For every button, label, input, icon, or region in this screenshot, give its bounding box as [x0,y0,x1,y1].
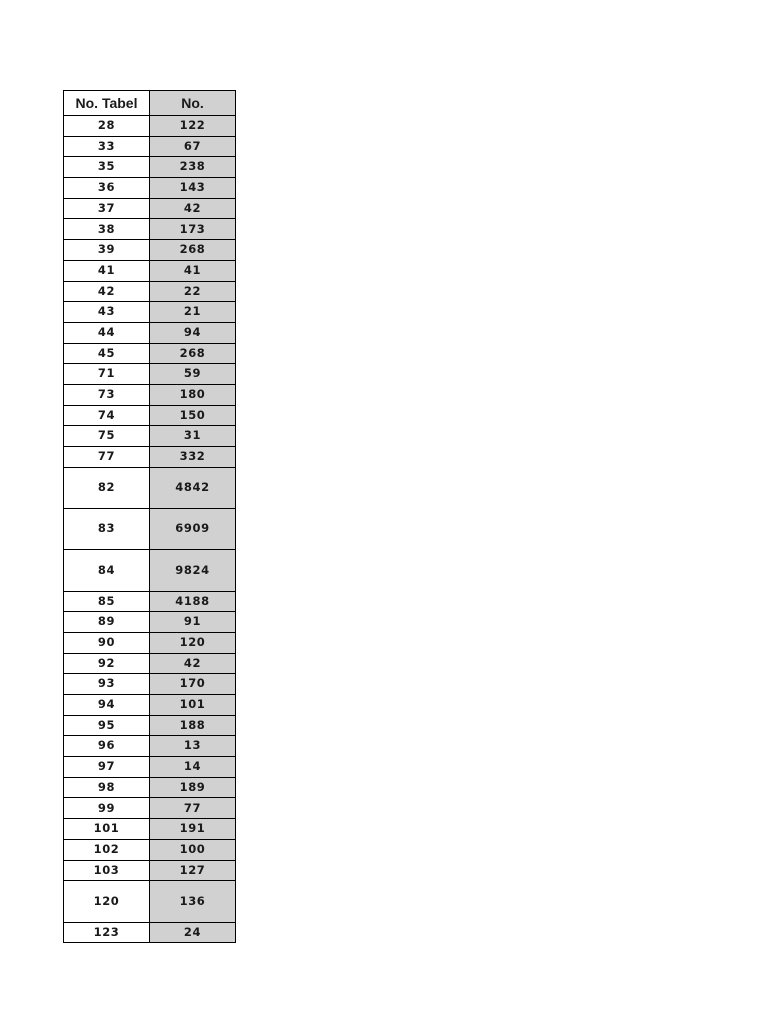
cell-no-tabel: 95 [64,715,150,736]
cell-no: 120 [150,632,236,653]
cell-no-tabel: 98 [64,777,150,798]
table-row [64,384,236,405]
header-row [64,91,236,116]
table-row [64,240,236,261]
table-body [64,116,236,943]
cell-no-tabel: 123 [64,922,150,943]
cell-no: 100 [150,839,236,860]
data-table [63,90,236,943]
table-row [64,508,236,549]
cell-no: 127 [150,860,236,881]
cell-no-tabel: 42 [64,281,150,302]
header-no-tabel: No. Tabel [64,91,150,116]
cell-no: 24 [150,922,236,943]
cell-no: 14 [150,757,236,778]
cell-no: 180 [150,384,236,405]
cell-no-tabel: 77 [64,447,150,468]
cell-no: 238 [150,157,236,178]
cell-no: 94 [150,322,236,343]
cell-no-tabel: 38 [64,219,150,240]
table-row [64,405,236,426]
cell-no-tabel: 92 [64,653,150,674]
cell-no-tabel: 94 [64,695,150,716]
table-row [64,157,236,178]
cell-no: 170 [150,674,236,695]
cell-no: 42 [150,198,236,219]
cell-no: 188 [150,715,236,736]
cell-no: 77 [150,798,236,819]
cell-no: 91 [150,612,236,633]
cell-no: 4188 [150,591,236,612]
table-row [64,136,236,157]
cell-no: 31 [150,426,236,447]
table-row [64,364,236,385]
header-no: No. [150,91,236,116]
cell-no-tabel: 97 [64,757,150,778]
table-row [64,757,236,778]
table-row [64,343,236,364]
cell-no: 143 [150,178,236,199]
cell-no: 67 [150,136,236,157]
table-row [64,798,236,819]
cell-no-tabel: 44 [64,322,150,343]
cell-no-tabel: 103 [64,860,150,881]
table-row [64,715,236,736]
table-row [64,219,236,240]
cell-no-tabel: 36 [64,178,150,199]
cell-no-tabel: 89 [64,612,150,633]
cell-no: 21 [150,302,236,323]
cell-no: 101 [150,695,236,716]
cell-no-tabel: 74 [64,405,150,426]
table-row [64,612,236,633]
cell-no: 332 [150,447,236,468]
table-row [64,116,236,137]
cell-no: 41 [150,260,236,281]
cell-no: 150 [150,405,236,426]
table-row [64,302,236,323]
cell-no-tabel: 33 [64,136,150,157]
cell-no: 191 [150,819,236,840]
cell-no: 9824 [150,550,236,591]
table-row [64,695,236,716]
cell-no: 268 [150,240,236,261]
table-row [64,178,236,199]
cell-no-tabel: 84 [64,550,150,591]
table-row [64,653,236,674]
cell-no: 173 [150,219,236,240]
cell-no-tabel: 83 [64,508,150,549]
cell-no-tabel: 45 [64,343,150,364]
table-row [64,736,236,757]
table-row [64,777,236,798]
cell-no-tabel: 75 [64,426,150,447]
cell-no-tabel: 37 [64,198,150,219]
cell-no-tabel: 73 [64,384,150,405]
table-row [64,819,236,840]
cell-no-tabel: 39 [64,240,150,261]
table-row [64,632,236,653]
table-row [64,260,236,281]
cell-no-tabel: 93 [64,674,150,695]
table-row [64,550,236,591]
table-row [64,426,236,447]
cell-no: 59 [150,364,236,385]
cell-no-tabel: 82 [64,467,150,508]
cell-no: 189 [150,777,236,798]
cell-no-tabel: 101 [64,819,150,840]
cell-no-tabel: 28 [64,116,150,137]
cell-no: 42 [150,653,236,674]
cell-no-tabel: 99 [64,798,150,819]
table-row [64,198,236,219]
cell-no: 268 [150,343,236,364]
table-row [64,591,236,612]
cell-no: 13 [150,736,236,757]
cell-no: 6909 [150,508,236,549]
cell-no-tabel: 120 [64,881,150,922]
cell-no: 22 [150,281,236,302]
cell-no: 4842 [150,467,236,508]
cell-no-tabel: 96 [64,736,150,757]
table-row [64,922,236,943]
table-row [64,881,236,922]
table-row [64,467,236,508]
table-header [64,91,236,116]
cell-no-tabel: 90 [64,632,150,653]
table-row [64,322,236,343]
cell-no-tabel: 35 [64,157,150,178]
cell-no-tabel: 102 [64,839,150,860]
cell-no-tabel: 71 [64,364,150,385]
cell-no: 122 [150,116,236,137]
table-row [64,839,236,860]
table-row [64,674,236,695]
cell-no: 136 [150,881,236,922]
table-row [64,447,236,468]
table-row [64,281,236,302]
cell-no-tabel: 43 [64,302,150,323]
cell-no-tabel: 41 [64,260,150,281]
cell-no-tabel: 85 [64,591,150,612]
table-row [64,860,236,881]
